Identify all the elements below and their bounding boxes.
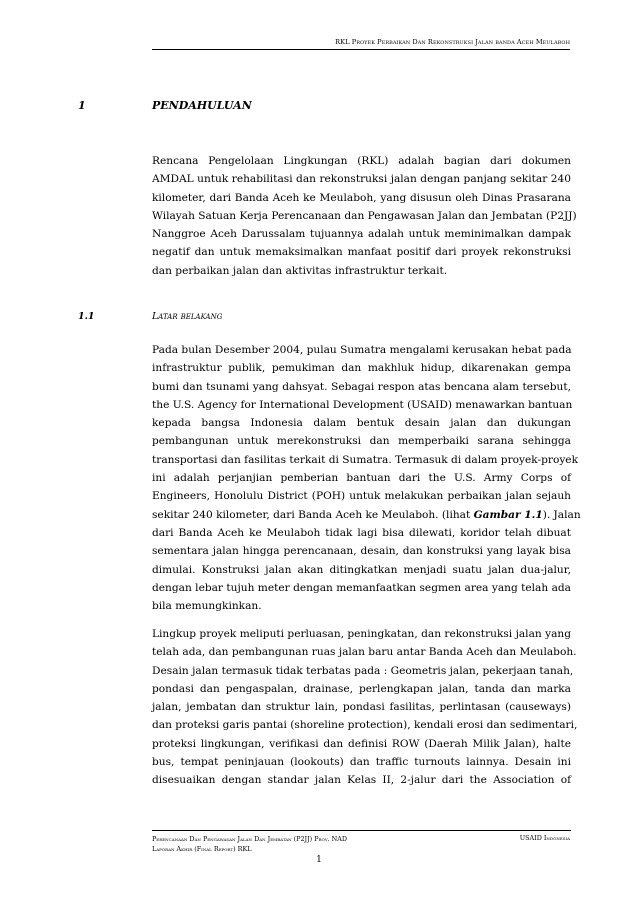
subsection-title: Latar belakang <box>152 311 223 322</box>
text-line: Wilayah Satuan Kerja Perencanaan dan Pengawasan Jalan dan Jembatan (P2JJ) <box>152 209 577 222</box>
figure-reference[interactable]: Gambar 1.1 <box>473 508 543 521</box>
text-line: bila memungkinkan. <box>152 600 262 613</box>
text-line: Lingkup proyek meliputi perluasan, peningkatan, dan rekonstruksi jalan yang <box>152 628 571 640</box>
intro-paragraph <box>152 152 577 280</box>
footer-report: Laporan Akhir (Final Report) RKL <box>152 845 252 853</box>
text-line: dan perbaikan jalan dan aktivitas infrastruktur terkait. <box>152 264 448 277</box>
text-line-with-figure-ref <box>152 506 581 524</box>
text-line: kepada bangsa Indonesia dalam bentuk desain jalan dan dukungan <box>152 417 571 430</box>
text-line: Engineers, Honolulu District (POH) untuk melakukan perbaikan jalan sejauh <box>152 490 571 503</box>
text-line: negatif dan untuk memaksimalkan manfaat positif dari proyek rekonstruksi <box>152 246 571 259</box>
page-number: 1 <box>316 855 322 865</box>
section-title: PENDAHULUAN <box>152 99 252 112</box>
text-line: proteksi lingkungan, verifikasi dan definisi ROW (Daerah Milik Jalan), halte <box>152 737 571 750</box>
text-line: infrastruktur publik, pemukiman dan makhluk hidup, dikarenakan gempa <box>152 362 571 375</box>
text-line: transportasi dan fasilitas terkait di Sumatra. Termasuk di dalam proyek-proyek <box>152 453 578 466</box>
text-line: ini adalah perjanjian pemberian bantuan dari the U.S. Army Corps of <box>152 472 571 485</box>
text-line: jalan, jembatan dan struktur lain, pondasi fasilitas, perlintasan (causeways) <box>152 701 571 714</box>
text-line: pondasi dan pengaspalan, drainase, perlengkapan jalan, tanda dan marka <box>152 682 571 695</box>
background-paragraph-1 <box>152 341 581 615</box>
text-line: dimulai. Konstruksi jalan akan ditingkatkan menjadi suatu jalan dua-jalur, <box>152 563 571 576</box>
background-paragraph-2 <box>152 625 578 790</box>
text-line: sementara jalan hingga perencanaan, desain, dan konstruksi yang layak bisa <box>152 545 571 558</box>
text-line: telah ada, dan pembangunan ruas jalan baru antar Banda Aceh dan Meulaboh. <box>152 646 577 659</box>
text-line: the U.S. Agency for International Development (USAID) menawarkan bantuan <box>152 398 573 411</box>
text-line: bus, tempat peninjauan (lookouts) dan traffic turnouts lainnya. Desain ini <box>152 756 571 769</box>
text-line: dari Banda Aceh ke Meulaboh tidak lagi bisa dilewati, koridor telah dibuat <box>152 526 571 539</box>
text-line: ). Jalan <box>542 508 581 521</box>
text-line: Desain jalan termasuk tidak terbatas pada : Geometris jalan, pekerjaan tanah, <box>152 664 574 677</box>
section-number: 1 <box>78 99 86 112</box>
text-line: disesuaikan dengan standar jalan Kelas II, 2-jalur dari the Association of <box>152 774 571 787</box>
text-line: kilometer, dari Banda Aceh ke Meulaboh, yang disusun oleh Dinas Prasarana <box>152 191 571 204</box>
footer-agency: USAID Indonesia <box>519 834 570 842</box>
text-line: Rencana Pengelolaan Lingkungan (RKL) adalah bagian dari dokumen <box>152 155 571 167</box>
text-line: sekitar 240 kilometer, dari Banda Aceh ke Meulaboh. (lihat <box>152 508 474 521</box>
text-line: Pada bulan Desember 2004, pulau Sumatra mengalami kerusakan hebat pada <box>152 344 572 356</box>
text-line: AMDAL untuk rehabilitasi dan rekonstruksi jalan dengan panjang sekitar 240 <box>152 173 571 186</box>
footer-left <box>152 834 347 854</box>
subsection-number: 1.1 <box>78 311 95 322</box>
text-line: dengan lebar tujuh meter dengan memanfaatkan segmen area yang telah ada <box>152 581 571 594</box>
text-line: pembangunan untuk merekonstruksi dan memperbaiki sarana sehingga <box>152 435 571 448</box>
footer-divider <box>152 830 571 831</box>
running-header: RKL Proyek Perbaikan Dan Rekonstruksi Jalan banda Aceh Meulaboh <box>152 38 570 50</box>
text-line: dan proteksi garis pantai (shoreline protection), kendali erosi dan sedimentari, <box>152 719 578 732</box>
text-line: Nanggroe Aceh Darussalam tujuannya adalah untuk meminimalkan dampak <box>152 228 571 241</box>
footer-org: Perencanaan Dan Pengawasan Jalan Dan Jembatan (P2JJ) Prov. NAD <box>152 835 347 843</box>
text-line: bumi dan tsunami yang dahsyat. Sebagai respon atas bencana alam tersebut, <box>152 380 571 393</box>
